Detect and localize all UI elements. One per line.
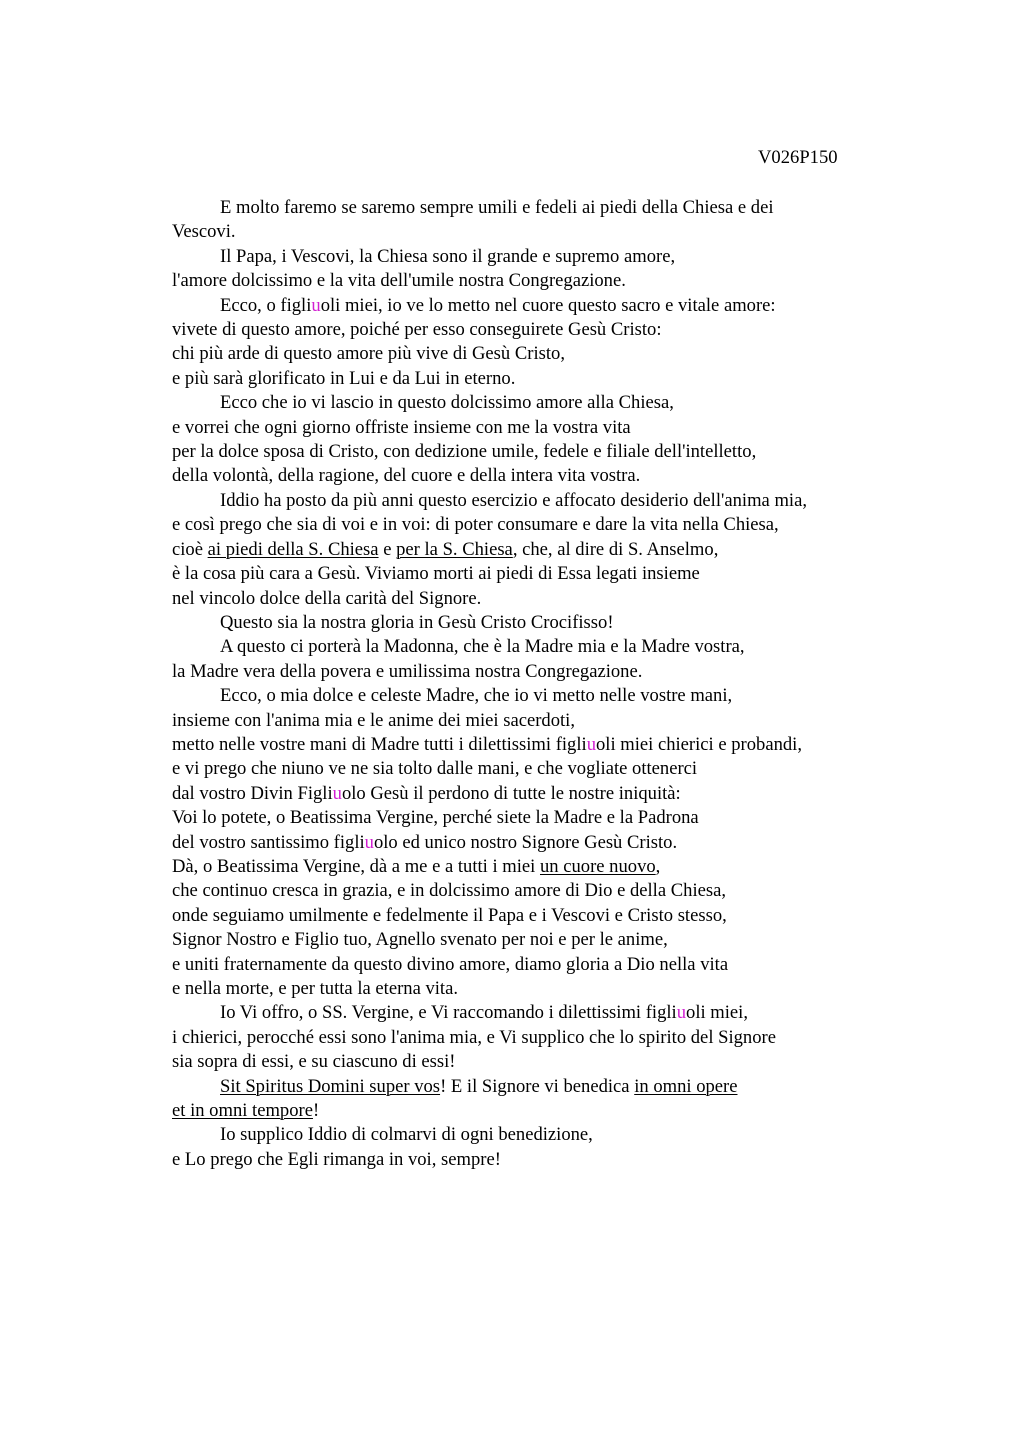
- text-segment: l'amore dolcissimo e la vita dell'umile nostra Congregazione.: [172, 270, 626, 292]
- text-segment: metto nelle vostre mani di Madre tutti i dilettissimi figli: [172, 733, 587, 755]
- underlined-text: Sit Spiritus Domini super vos: [220, 1075, 441, 1097]
- text-segment: Io Vi offro, o SS. Vergine, e Vi raccomando i dilettissimi figli: [220, 1002, 677, 1024]
- text-segment: , che, al dire di S. Anselmo,: [512, 538, 719, 560]
- text-segment: A questo ci porterà la Madonna, che è la Madre mia e la Madre vostra,: [220, 636, 745, 658]
- underlined-text: un cuore nuovo: [540, 855, 656, 877]
- text-segment: oli miei,: [686, 1002, 748, 1024]
- text-segment: ! E il Signore vi benedica: [440, 1075, 635, 1097]
- text-segment: e Lo prego che Egli rimanga in voi, sempre!: [172, 1148, 501, 1170]
- text-segment: e nella morte, e per tutta la eterna vita.: [172, 978, 458, 999]
- highlighted-letter: u: [332, 782, 342, 804]
- text-segment: onde seguiamo umilmente e fedelmente il Papa e i Vescovi e Cristo stesso,: [172, 904, 727, 926]
- text-line: [172, 1026, 932, 1050]
- text-segment: e: [378, 538, 397, 560]
- text-segment: ,: [655, 855, 661, 877]
- text-segment: vivete di questo amore, poiché per esso conseguirete Gesù Cristo:: [172, 319, 662, 341]
- text-line: [172, 733, 932, 757]
- text-line: [172, 367, 932, 391]
- text-line: [172, 806, 932, 830]
- underlined-text: per la S. Chiesa: [396, 538, 513, 560]
- text-segment: sia sopra di essi, e su ciascuno di essi!: [172, 1051, 456, 1073]
- text-line: [172, 294, 932, 318]
- body-text: [172, 196, 932, 1172]
- text-line: [172, 1001, 932, 1025]
- text-segment: Ecco, o mia dolce e celeste Madre, che io vi metto nelle vostre mani,: [220, 685, 733, 707]
- text-line: [172, 611, 932, 635]
- text-line: [172, 709, 932, 733]
- text-segment: Il Papa, i Vescovi, la Chiesa sono il grande e supremo amore,: [220, 245, 676, 267]
- highlighted-letter: u: [364, 831, 374, 853]
- text-line: [172, 464, 932, 488]
- text-line: [172, 684, 932, 708]
- text-segment: che continuo cresca in grazia, e in dolcissimo amore di Dio e della Chiesa,: [172, 880, 727, 902]
- text-line: [172, 513, 932, 537]
- highlighted-letter: u: [586, 733, 596, 755]
- text-segment: Dà, o Beatissima Vergine, dà a me e a tutti i miei: [172, 855, 540, 877]
- text-line: [172, 245, 932, 269]
- text-segment: insieme con l'anima mia e le anime dei miei sacerdoti,: [172, 709, 575, 731]
- underlined-text: ai piedi della S. Chiesa: [207, 538, 379, 560]
- underlined-text: in omni opere: [634, 1075, 738, 1097]
- text-segment: Io supplico Iddio di colmarvi di ogni benedizione,: [220, 1124, 593, 1146]
- text-segment: Voi lo potete, o Beatissima Vergine, perché siete la Madre e la Padrona: [172, 807, 699, 829]
- highlighted-letter: u: [676, 1002, 687, 1024]
- text-segment: della volontà, della ragione, del cuore e della intera vita vostra.: [172, 465, 641, 487]
- text-segment: olo ed unico nostro Signore Gesù Cristo.: [373, 831, 678, 853]
- text-line: [172, 318, 932, 342]
- text-segment: cioè: [172, 538, 208, 560]
- text-line: [172, 977, 932, 1001]
- text-line: [172, 489, 932, 513]
- text-line: [172, 220, 932, 244]
- text-segment: i chierici, perocché essi sono l'anima mia, e Vi supplico che lo spirito del Signore: [172, 1026, 776, 1048]
- text-line: [172, 635, 932, 659]
- text-line: [172, 562, 932, 586]
- text-segment: Ecco che io vi lascio in questo dolcissimo amore alla Chiesa,: [220, 392, 674, 414]
- text-line: [172, 928, 932, 952]
- text-segment: e più sarà glorificato in Lui e da Lui in eterno.: [172, 367, 516, 389]
- text-line: [172, 196, 932, 220]
- text-line: [172, 1148, 932, 1172]
- text-line: [172, 269, 932, 293]
- text-line: [172, 587, 932, 611]
- text-segment: e vi prego che niuno ve ne sia tolto dalle mani, e che vogliate ottenerci: [172, 758, 698, 780]
- text-segment: la Madre vera della povera e umilissima nostra Congregazione.: [172, 660, 643, 682]
- text-segment: nel vincolo dolce della carità del Signore.: [172, 587, 482, 609]
- text-line: [172, 1075, 932, 1099]
- text-line: [172, 1099, 932, 1123]
- text-segment: e vorrei che ogni giorno offriste insieme con me la vostra vita: [172, 416, 631, 438]
- text-segment: e così prego che sia di voi e in voi: di poter consumare e dare la vita nella Chiesa,: [172, 514, 779, 536]
- text-line: [172, 416, 932, 440]
- text-line: [172, 660, 932, 684]
- text-line: [172, 879, 932, 903]
- text-line: [172, 831, 932, 855]
- page-identifier: V026P150: [758, 147, 838, 168]
- text-line: [172, 757, 932, 781]
- text-segment: Ecco, o figli: [220, 294, 312, 316]
- text-segment: oli miei chierici e probandi,: [595, 733, 802, 755]
- text-line: [172, 538, 932, 562]
- text-line: [172, 904, 932, 928]
- text-line: [172, 440, 932, 464]
- text-segment: è la cosa più cara a Gesù. Viviamo morti ai piedi di Essa legati insieme: [172, 563, 700, 585]
- highlighted-letter: u: [311, 294, 321, 316]
- text-segment: chi più arde di questo amore più vive di Gesù Cristo,: [172, 343, 565, 365]
- text-segment: !: [312, 1100, 320, 1122]
- text-segment: Questo sia la nostra gloria in Gesù Cristo Crocifisso!: [220, 611, 614, 633]
- text-line: [172, 855, 932, 879]
- text-segment: Iddio ha posto da più anni questo esercizio e affocato desiderio dell'anima mia,: [220, 489, 807, 511]
- text-line: [172, 1050, 932, 1074]
- text-segment: e uniti fraternamente da questo divino amore, diamo gloria a Dio nella vita: [172, 953, 729, 975]
- text-line: [172, 953, 932, 977]
- text-segment: Vescovi.: [172, 221, 236, 243]
- text-line: [172, 1123, 932, 1147]
- text-line: [172, 342, 932, 366]
- text-segment: dal vostro Divin Figli: [172, 782, 333, 804]
- text-line: [172, 391, 932, 415]
- text-segment: E molto faremo se saremo sempre umili e fedeli ai piedi della Chiesa e dei: [220, 197, 774, 218]
- underlined-text: et in omni tempore: [172, 1100, 313, 1122]
- text-segment: olo Gesù il perdono di tutte le nostre iniquità:: [341, 782, 681, 804]
- text-segment: del vostro santissimo figli: [172, 831, 365, 853]
- text-segment: Signor Nostro e Figlio tuo, Agnello svenato per noi e per le anime,: [172, 929, 668, 951]
- text-segment: per la dolce sposa di Cristo, con dedizione umile, fedele e filiale dell'intelletto,: [172, 441, 757, 463]
- text-line: [172, 782, 932, 806]
- text-segment: oli miei, io ve lo metto nel cuore questo sacro e vitale amore:: [320, 294, 776, 316]
